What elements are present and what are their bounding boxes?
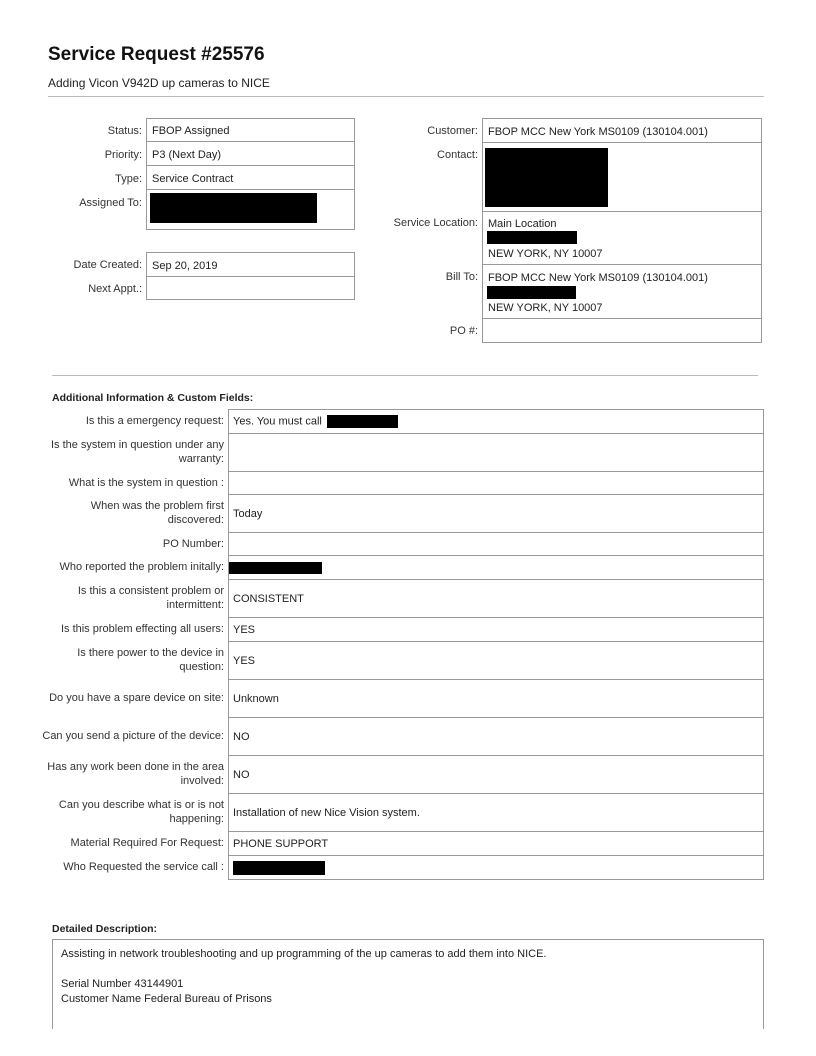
- status-field: FBOP Assigned: [146, 118, 355, 142]
- table-row: [229, 718, 764, 756]
- po-field: [482, 318, 762, 343]
- description-line: Assisting in network troubleshooting and up programming of the up cameras to add them into NICE.: [61, 948, 547, 960]
- af-label: Has any work been done in the area involved:: [47, 761, 224, 787]
- additional-info-table: [228, 409, 764, 880]
- type-label: Type:: [115, 173, 142, 185]
- table-row: [229, 556, 764, 580]
- af-value: [229, 533, 764, 556]
- detailed-description-heading: Detailed Description:: [52, 923, 158, 935]
- description-line: Customer Name Federal Bureau of Prisons: [61, 993, 272, 1005]
- assigned-to-label: Assigned To:: [79, 197, 142, 209]
- customer-label: Customer:: [427, 125, 478, 137]
- table-row: [229, 642, 764, 680]
- page-title: Service Request #25576: [48, 44, 265, 65]
- service-location-name: Main Location: [488, 218, 557, 230]
- contact-label: Contact:: [437, 149, 478, 161]
- contact-redaction: [485, 148, 608, 207]
- af-label: Who reported the problem initally:: [59, 561, 224, 573]
- table-row: [229, 580, 764, 618]
- af-value: Today: [229, 495, 764, 533]
- service-location-city: NEW YORK, NY 10007: [488, 248, 603, 260]
- additional-info-heading: Additional Information & Custom Fields:: [52, 392, 254, 404]
- next-appt-label: Next Appt.:: [88, 283, 142, 295]
- customer-field: FBOP MCC New York MS0109 (130104.001): [482, 118, 762, 143]
- section-divider: [52, 375, 758, 376]
- assigned-to-redaction: [150, 193, 317, 223]
- table-row: [229, 832, 764, 856]
- af-value-text: Yes. You must call: [233, 415, 322, 428]
- table-row: [229, 410, 764, 434]
- af-value: PHONE SUPPORT: [229, 832, 764, 856]
- bill-to-name: FBOP MCC New York MS0109 (130104.001): [488, 272, 708, 284]
- af-label: When was the problem first discovered:: [90, 500, 224, 526]
- description-line: Serial Number 43144901: [61, 978, 184, 990]
- af-value: NO: [229, 756, 764, 794]
- af-value: Unknown: [229, 680, 764, 718]
- service-location-field: [482, 211, 762, 265]
- af-value: [229, 434, 764, 472]
- table-row: [229, 533, 764, 556]
- bill-to-city: NEW YORK, NY 10007: [488, 302, 603, 314]
- af-label: Can you send a picture of the device:: [42, 730, 224, 742]
- af-value: [229, 556, 764, 580]
- af-value: YES: [229, 642, 764, 680]
- af-value: [229, 410, 764, 434]
- service-location-label: Service Location:: [393, 217, 478, 229]
- detailed-description-box: [52, 939, 764, 1029]
- table-row: [229, 680, 764, 718]
- type-field: Service Contract: [146, 165, 355, 190]
- table-row: [229, 618, 764, 642]
- af-label: Is this a consistent problem or intermittent:: [77, 585, 224, 611]
- af-label: Who Requested the service call :: [63, 861, 224, 873]
- af-label: PO Number:: [162, 537, 224, 550]
- table-row: [229, 434, 764, 472]
- po-label: PO #:: [449, 325, 478, 337]
- phone-number-redaction: [327, 415, 398, 428]
- table-row: [229, 794, 764, 832]
- af-label: Do you have a spare device on site:: [49, 692, 224, 704]
- af-label: Is there power to the device in question:: [77, 647, 224, 673]
- bill-to-address-redaction: [487, 286, 576, 299]
- service-location-address-redaction: [487, 231, 577, 244]
- af-value: Installation of new Nice Vision system.: [229, 794, 764, 832]
- af-value: CONSISTENT: [229, 580, 764, 618]
- table-row: [229, 495, 764, 533]
- af-value: YES: [229, 618, 764, 642]
- af-value: [229, 856, 764, 880]
- af-label: Is this a emergency request:: [85, 415, 224, 427]
- af-value: [229, 472, 764, 495]
- next-appt-field: [146, 276, 355, 300]
- af-label: Is the system in question under any warranty:: [50, 439, 224, 465]
- priority-field: P3 (Next Day): [146, 141, 355, 166]
- status-label: Status:: [107, 125, 142, 137]
- bill-to-field: [482, 264, 762, 319]
- af-label: Is this problem effecting all users:: [60, 623, 224, 635]
- reporter-redaction: [229, 562, 322, 574]
- af-label: What is the system in question :: [68, 476, 224, 489]
- af-label: Material Required For Request:: [70, 837, 224, 849]
- page-subtitle: Adding Vicon V942D up cameras to NICE: [48, 76, 270, 90]
- bill-to-label: Bill To:: [445, 271, 478, 283]
- date-created-field: Sep 20, 2019: [146, 252, 355, 277]
- priority-label: Priority:: [104, 149, 142, 161]
- af-value: NO: [229, 718, 764, 756]
- af-label: Can you describe what is or is not happening:: [58, 799, 224, 825]
- additional-info-labels: [40, 409, 224, 879]
- date-created-label: Date Created:: [73, 259, 142, 271]
- table-row: [229, 856, 764, 880]
- header-divider: [48, 96, 764, 97]
- table-row: [229, 472, 764, 495]
- requester-redaction: [233, 861, 325, 875]
- table-row: [229, 756, 764, 794]
